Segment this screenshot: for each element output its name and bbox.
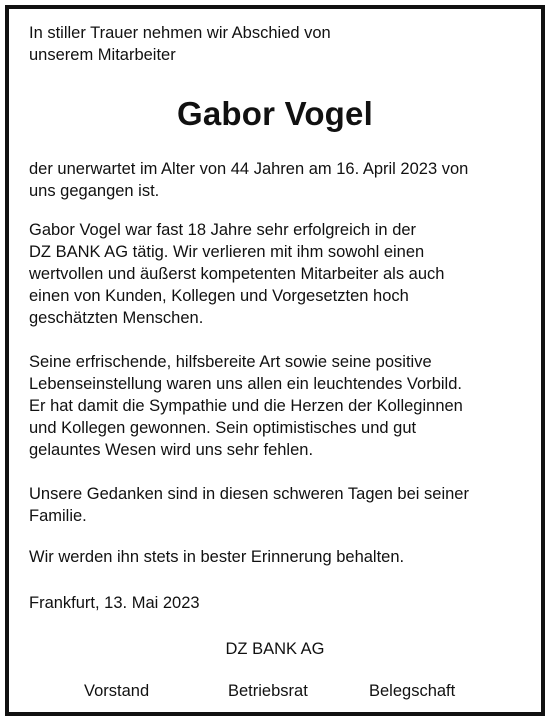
paragraph-character <box>29 351 463 461</box>
signatory-board: Vorstand <box>84 682 150 700</box>
text-line: wertvollen und äußerst kompetenten Mitarbeiter als auch <box>29 265 445 283</box>
intro-text <box>29 22 331 66</box>
signatory-staff: Belegschaft <box>369 682 456 700</box>
death-notice <box>29 158 468 202</box>
text-line: der unerwartet im Alter von 44 Jahren am 16. April 2023 von <box>29 160 469 178</box>
text-line: Wir werden ihn stets in bester Erinnerung behalten. <box>29 548 405 566</box>
paragraph-family <box>29 483 469 527</box>
text-line: einen von Kunden, Kollegen und Vorgesetzten hoch <box>29 287 409 305</box>
text-line: Gabor Vogel war fast 18 Jahre sehr erfolgreich in der <box>29 221 417 239</box>
text-line: Unsere Gedanken sind in diesen schweren Tagen bei seiner <box>29 485 469 503</box>
text-line: DZ BANK AG tätig. Wir verlieren mit ihm sowohl einen <box>29 243 425 261</box>
text-line: Lebenseinstellung waren uns allen ein leuchtendes Vorbild. <box>29 375 462 393</box>
place-date <box>29 592 200 614</box>
text-line: geschätzten Menschen. <box>29 309 204 327</box>
text-line: Frankfurt, 13. Mai 2023 <box>29 594 200 612</box>
paragraph-career <box>29 219 444 329</box>
text-line: und Kollegen gewonnen. Sein optimistisches und gut <box>29 419 417 437</box>
deceased-name: Gabor Vogel <box>177 95 373 132</box>
intro-line: In stiller Trauer nehmen wir Abschied von <box>29 24 331 42</box>
text-line: Seine erfrischende, hilfsbereite Art sowie seine positive <box>29 353 432 371</box>
remembrance <box>29 546 404 568</box>
text-line: uns gegangen ist. <box>29 182 160 200</box>
text-line: Er hat damit die Sympathie und die Herzen der Kolleginnen <box>29 397 463 415</box>
text-line: Familie. <box>29 507 87 525</box>
signatory-works-council: Betriebsrat <box>228 682 308 700</box>
company-name: DZ BANK AG <box>225 640 325 658</box>
text-line: gelauntes Wesen wird uns sehr fehlen. <box>29 441 314 459</box>
intro-line: unserem Mitarbeiter <box>29 46 176 64</box>
